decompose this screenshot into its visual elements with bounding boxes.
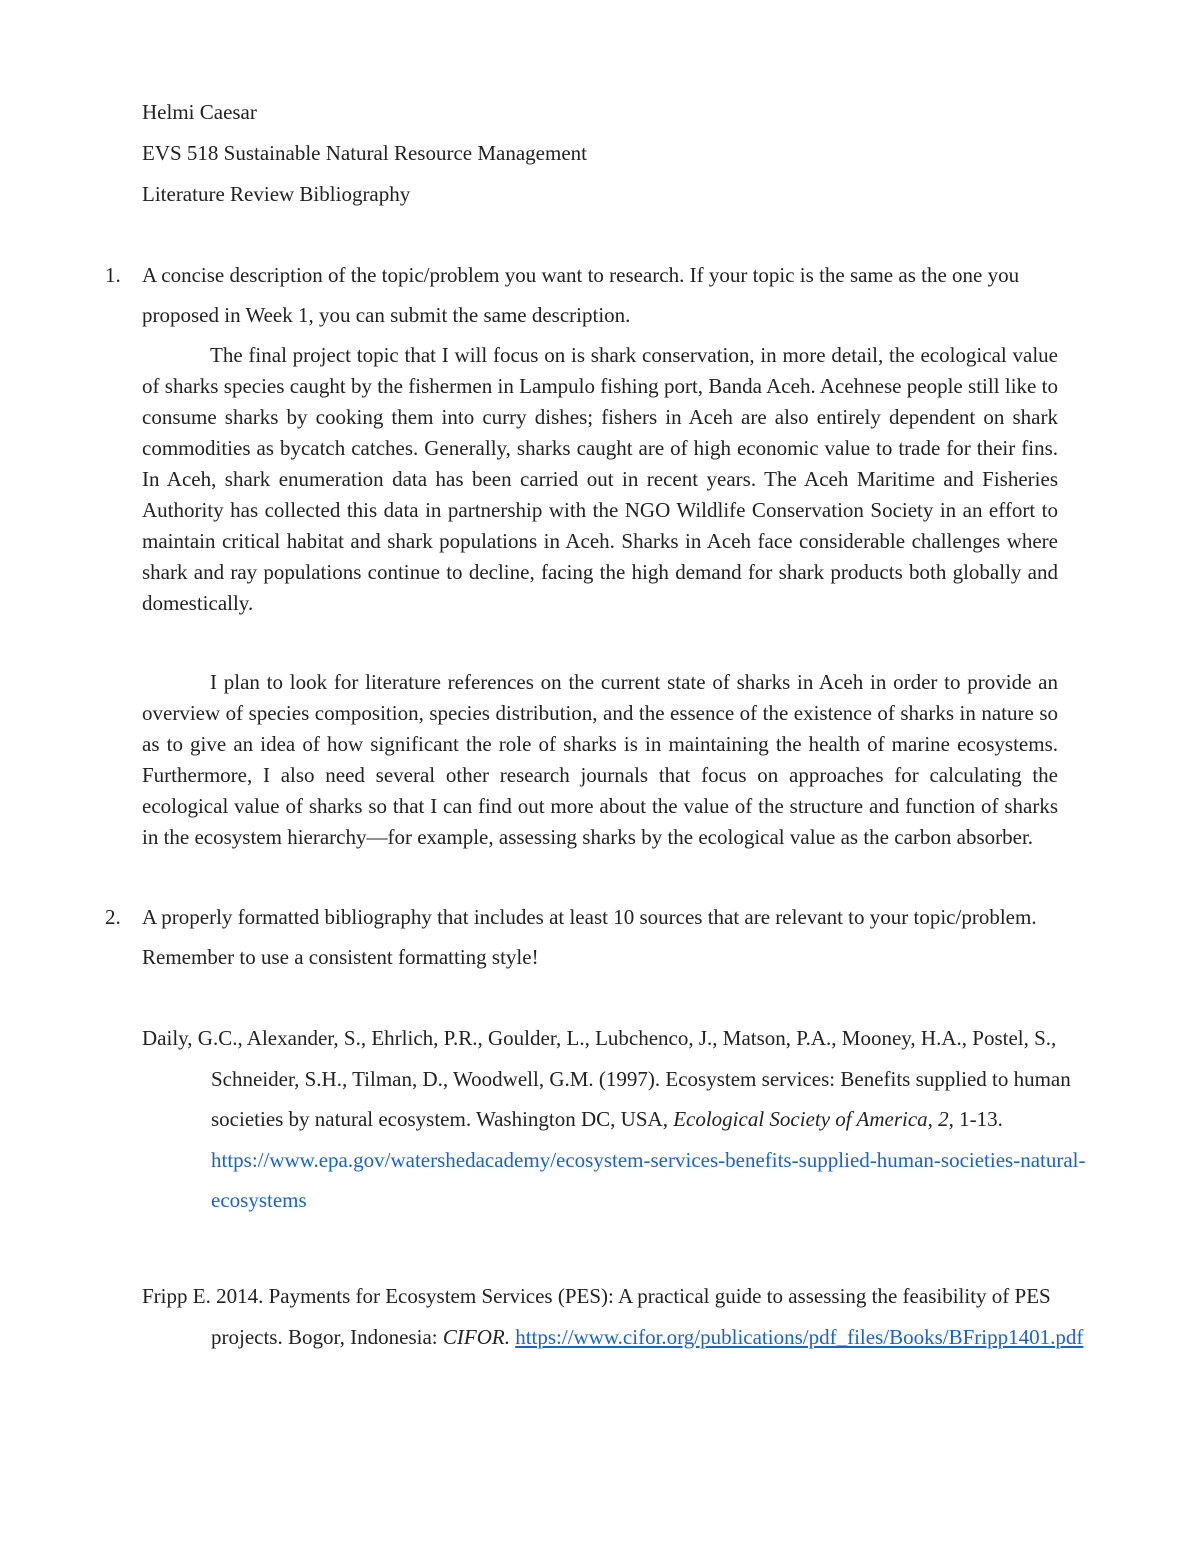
reference-entry [142, 1018, 1111, 1221]
reference-link[interactable]: https://www.epa.gov/watershedacademy/ecosystem-services-benefits-supplied-human-societies-natural-ecosystems [211, 1147, 1086, 1212]
reference-text: Fripp E. 2014. Payments for Ecosystem Services (PES): A practical guide to assessing the feasibility of PES projects. Bogor, Indonesia: [142, 1284, 1051, 1349]
question-number: 2. [105, 905, 121, 929]
document-title: Literature Review Bibliography [142, 182, 411, 206]
reference-entry [142, 1276, 1111, 1357]
question-text: A concise description of the topic/problem you want to research. If your topic is the same as the one you proposed in Week 1, you can submit the same description. [142, 263, 1020, 327]
reference-text: Daily, G.C., Alexander, S., Ehrlich, P.R., Goulder, L., Lubchenco, J., Matson, P.A., Mooney, H.A., Postel, S., Schneider, S.H., Tilman, D., Woodwell, G.M. (1997). Ecosystem services: Benefits supplied to human societies by natural ecosystem. Washington DC, USA, [142, 1026, 1071, 1131]
answer-paragraph-1: The final project topic that I will focus on is shark conservation, in more detail, the ecological value of sharks species caught by the fishermen in Lampulo fishing port, Banda Aceh. Acehnese people still like to consume sharks by cooking them into curry dishes; fishers in Aceh are also entirely dependent on shark commodities as bycatch catches. Generally, sharks caught are of high economic value to trade for their fins. In Aceh, shark enumeration data has been carried out in recent years. The Aceh Maritime and Fisheries Authority has collected this data in partnership with the NGO Wildlife Conservation Society in an effort to maintain critical habitat and shark populations in Aceh. Sharks in Aceh face considerable challenges where shark and ray populations continue to decline, facing the high demand for shark products both globally and domestically. [142, 343, 1058, 615]
author-name: Helmi Caesar [142, 100, 257, 124]
answer-paragraph-2: I plan to look for literature references on the current state of sharks in Aceh in order to provide an overview of species composition, species distribution, and the essence of the existence of sharks in nature so as to give an idea of how significant the role of sharks is in maintaining the health of marine ecosystems. Furthermore, I also need several other research journals that focus on approaches for calculating the ecological value of sharks so that I can find out more about the value of the structure and function of sharks in the ecosystem hierarchy—for example, assessing sharks by the ecological value as the carbon absorber. [142, 670, 1058, 849]
reference-link[interactable]: https://www.cifor.org/publications/pdf_files/Books/BFripp1401.pdf [515, 1324, 1084, 1349]
reference-pages: 1-13. [953, 1107, 1003, 1131]
question-text: A properly formatted bibliography that includes at least 10 sources that are relevant to your topic/problem. Remember to use a consistent formatting style! [142, 905, 1037, 969]
question-number: 1. [105, 263, 121, 287]
course-title: EVS 518 Sustainable Natural Resource Management [142, 141, 587, 165]
reference-journal: Ecological Society of America, 2, [673, 1107, 954, 1131]
reference-publisher: CIFOR. [442, 1324, 510, 1349]
